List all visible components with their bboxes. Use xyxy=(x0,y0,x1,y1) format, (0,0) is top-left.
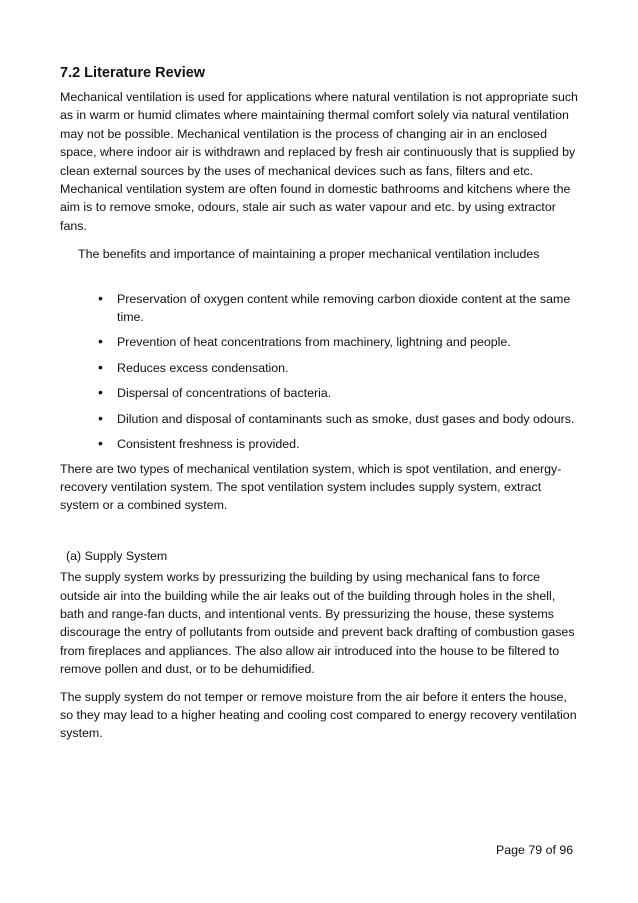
list-item-text: Reduces excess condensation. xyxy=(117,360,289,375)
list-item xyxy=(60,410,582,428)
ventilation-types-paragraph: There are two types of mechanical ventilation system, which is spot ventilation, and energy-recovery ventilation system. The spot ventilation system includes supply system, extract system or a combined system. xyxy=(60,461,562,513)
list-item-text: Dilution and disposal of contaminants such as smoke, dust gases and body odours. xyxy=(117,411,575,426)
bullet-icon: • xyxy=(98,409,103,426)
list-item xyxy=(60,290,582,327)
intro-paragraph: Mechanical ventilation is used for applications where natural ventilation is not appropriate such as in warm or humid climates where maintaining thermal comfort solely via natural ventilation may not be possible. Mechanical ventilation is the process of changing air in an enclosed space, where indoor air is withdrawn and replaced by fresh air continuously that is supplied by clean external sources by the uses of mechanical devices such as fans, filters and etc. Mechanical ventilation system are often found in domestic bathrooms and kitchens where the aim is to remove smoke, odours, stale air such as water vapour and etc. by using extractor fans. xyxy=(60,90,578,233)
section-heading: 7.2 Literature Review xyxy=(60,65,206,81)
list-item xyxy=(60,384,582,402)
bullet-icon: • xyxy=(98,384,103,401)
list-item xyxy=(60,333,582,351)
supply-system-paragraph: The supply system works by pressurizing the building by using mechanical fans to force outside air into the building while the air leaks out of the building through holes in the shell, bath and range-fan ducts, and intentional vents. By pressurizing the house, these systems discourage the entry of pollutants from outside and prevent back drafting of combustion gases from fireplaces and appliances. The also allow air introduced into the house to be filtered to remove pollen and dust, or to be dehumidified. xyxy=(60,570,575,677)
document-page xyxy=(60,64,582,743)
list-item-text: Consistent freshness is provided. xyxy=(117,437,300,452)
supply-system-heading: (a) Supply System xyxy=(66,548,168,563)
supply-system-cost-paragraph: The supply system do not temper or remove moisture from the air before it enters the house, so they may lead to a higher heating and cooling cost compared to energy recovery ventilation system. xyxy=(60,689,577,741)
bullet-icon: • xyxy=(98,333,103,350)
list-item-text: Prevention of heat concentrations from machinery, lightning and people. xyxy=(117,335,511,350)
list-item-text: Dispersal of concentrations of bacteria. xyxy=(117,386,332,401)
benefits-list xyxy=(60,290,582,454)
list-item-text: Preservation of oxygen content while removing carbon dioxide content at the same time. xyxy=(117,291,571,325)
list-item xyxy=(60,359,582,377)
bullet-icon: • xyxy=(98,289,103,306)
bullet-icon: • xyxy=(98,358,103,375)
benefits-intro: The benefits and importance of maintaining a proper mechanical ventilation includes xyxy=(78,247,540,262)
page-number: Page 79 of 96 xyxy=(496,843,574,857)
bullet-icon: • xyxy=(98,435,103,452)
list-item xyxy=(60,435,582,453)
